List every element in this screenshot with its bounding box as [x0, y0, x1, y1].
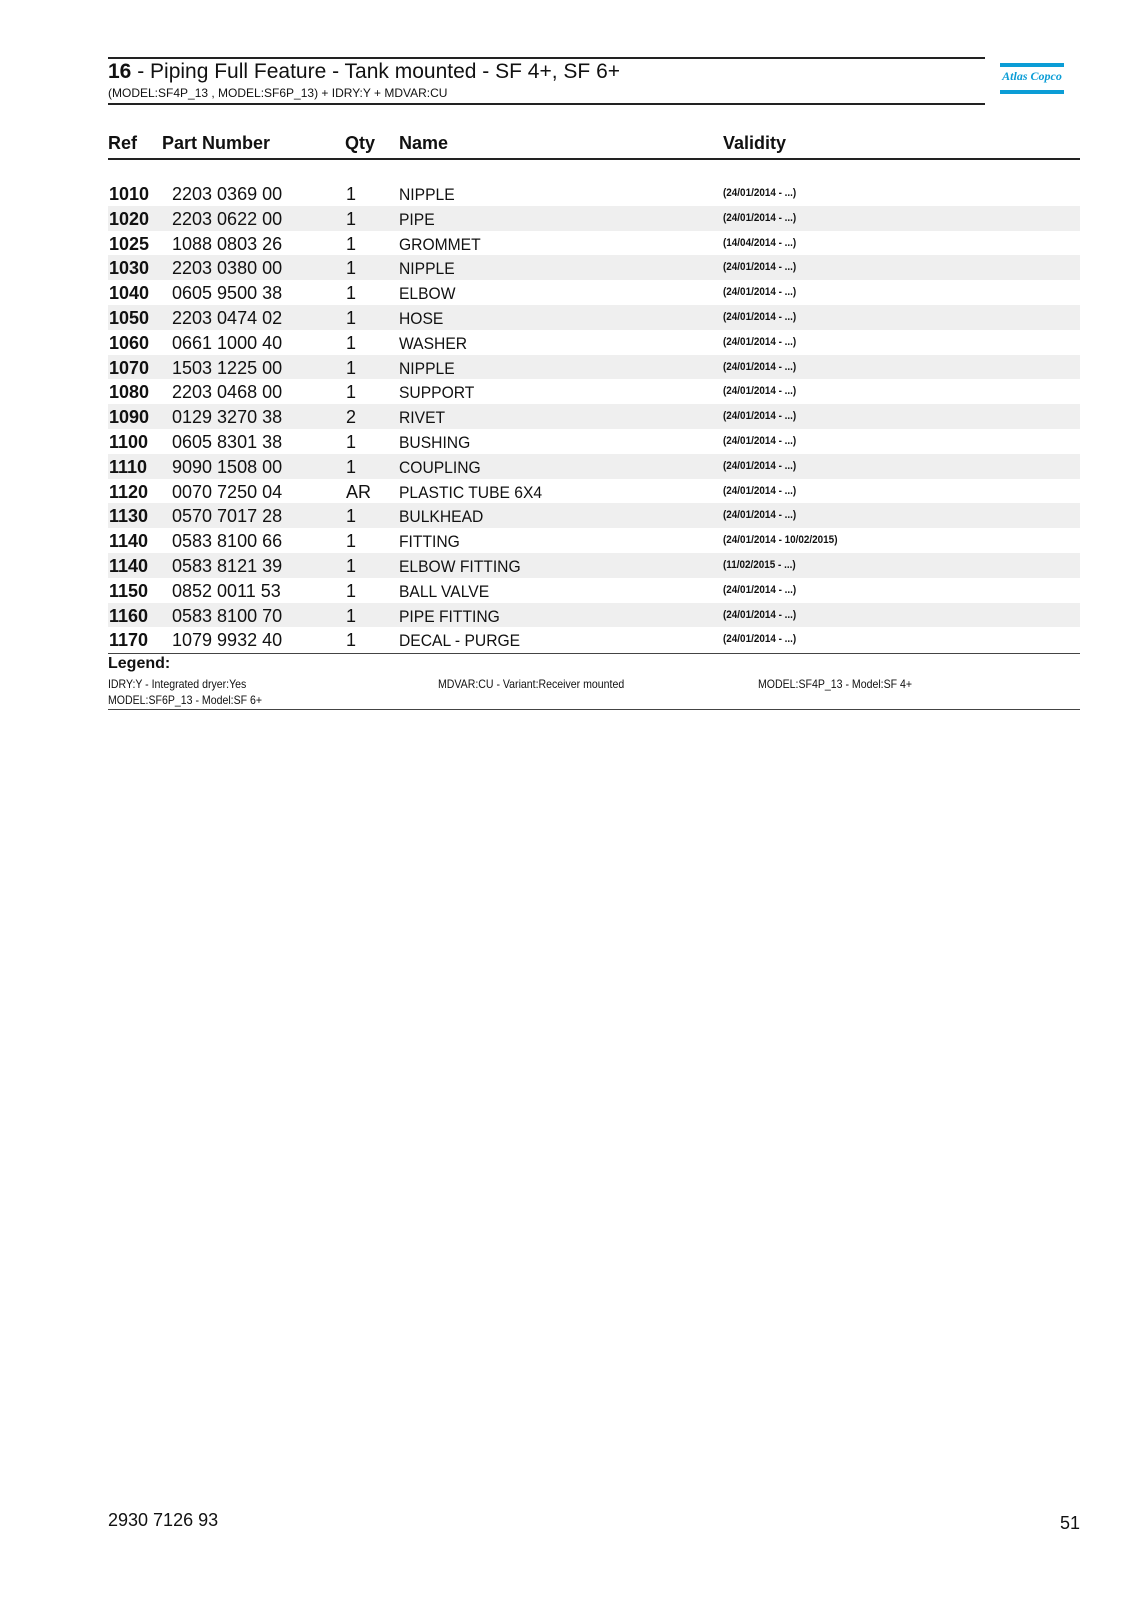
atlas-copco-logo — [1000, 63, 1064, 95]
row-ref: 1040 — [109, 283, 150, 304]
row-part-number: 0852 0011 53 — [172, 580, 281, 601]
row-ref: 1090 — [109, 407, 150, 428]
table-row — [108, 503, 1080, 528]
table-row — [108, 627, 1080, 652]
row-part-number: 1079 9932 40 — [172, 630, 283, 651]
row-qty: 1 — [346, 431, 357, 452]
page-subtitle: (MODEL:SF4P_13 , MODEL:SF6P_13) + IDRY:Y + MDVAR:CU — [108, 86, 448, 100]
table-row — [108, 206, 1080, 231]
logo-bar-bottom — [1000, 90, 1064, 94]
row-part-number: 2203 0468 00 — [172, 382, 283, 403]
row-qty: 1 — [346, 555, 357, 576]
row-ref: 1120 — [109, 481, 149, 502]
row-name: BUSHING — [399, 432, 471, 452]
row-part-number: 2203 0380 00 — [172, 258, 283, 279]
row-validity: (24/01/2014 - ...) — [723, 509, 797, 522]
row-ref: 1110 — [109, 456, 148, 477]
row-ref: 1150 — [109, 580, 149, 601]
table-row — [108, 379, 1080, 404]
row-ref: 1010 — [109, 184, 150, 204]
row-name: FITTING — [399, 532, 460, 552]
row-qty: 1 — [346, 332, 357, 353]
row-validity: (24/01/2014 - ...) — [723, 583, 797, 596]
row-name: PLASTIC TUBE 6X4 — [399, 482, 543, 502]
column-header-part-number: Part Number — [162, 133, 271, 153]
row-name: PIPE — [399, 209, 435, 229]
row-name: HOSE — [399, 308, 444, 328]
table-row — [108, 578, 1080, 603]
row-ref: 1130 — [109, 506, 149, 527]
row-ref: 1100 — [109, 431, 149, 452]
legend-item: MODEL:SF4P_13 - Model:SF 4+ — [758, 677, 913, 691]
row-qty: 1 — [346, 233, 357, 254]
table-row — [108, 603, 1080, 628]
row-qty: 1 — [346, 382, 357, 403]
table-row — [108, 355, 1080, 380]
row-validity: (24/01/2014 - ...) — [723, 633, 797, 646]
legend-item: IDRY:Y - Integrated dryer:Yes — [108, 677, 247, 691]
row-validity: (24/01/2014 - ...) — [723, 410, 797, 423]
row-qty: 1 — [346, 283, 357, 304]
table-row — [108, 330, 1080, 355]
section-number: 16 — [108, 60, 132, 83]
row-ref: 1170 — [109, 630, 149, 651]
row-part-number: 0583 8121 39 — [172, 555, 283, 576]
row-ref: 1070 — [109, 357, 150, 378]
table-row — [108, 553, 1080, 578]
row-name: SUPPORT — [399, 383, 475, 403]
row-validity: (24/01/2014 - ...) — [723, 360, 797, 373]
row-part-number: 0583 8100 66 — [172, 531, 283, 552]
legend-title: Legend: — [108, 655, 171, 672]
row-ref: 1140 — [109, 531, 149, 552]
row-part-number: 0129 3270 38 — [172, 407, 283, 428]
parts-table — [108, 181, 1080, 652]
row-ref: 1060 — [109, 332, 150, 353]
row-qty: 1 — [346, 208, 357, 229]
logo-text: Atlas Copco — [1002, 69, 1062, 83]
row-name: DECAL - PURGE — [399, 631, 521, 651]
row-ref: 1160 — [109, 605, 149, 626]
row-part-number: 2203 0622 00 — [172, 208, 283, 229]
logo-bar-top — [1000, 63, 1064, 67]
row-part-number: 0583 8100 70 — [172, 605, 283, 626]
row-qty: 1 — [346, 184, 357, 204]
column-header-ref: Ref — [108, 133, 138, 153]
row-name: COUPLING — [399, 457, 481, 477]
row-validity: (24/01/2014 - 10/02/2015) — [723, 534, 838, 547]
row-name: PIPE FITTING — [399, 606, 500, 626]
row-validity: (24/01/2014 - ...) — [723, 187, 797, 199]
row-ref: 1020 — [109, 208, 150, 229]
table-bottom-rule — [108, 653, 1080, 654]
row-qty: 1 — [346, 630, 357, 651]
row-validity: (24/01/2014 - ...) — [723, 211, 797, 224]
table-row — [108, 454, 1080, 479]
row-qty: 1 — [346, 580, 357, 601]
header-rule — [108, 158, 1080, 160]
row-qty: 1 — [346, 307, 357, 328]
table-row — [108, 181, 1080, 206]
row-name: GROMMET — [399, 234, 481, 254]
row-validity: (24/01/2014 - ...) — [723, 459, 797, 472]
legend-item: MDVAR:CU - Variant:Receiver mounted — [438, 677, 625, 691]
table-row — [108, 404, 1080, 429]
table-row — [108, 280, 1080, 305]
row-qty: 1 — [346, 456, 357, 477]
column-header-name: Name — [399, 133, 449, 153]
row-name: ELBOW FITTING — [399, 556, 521, 576]
row-ref: 1140 — [109, 555, 149, 576]
row-name: NIPPLE — [399, 259, 455, 279]
row-qty: 1 — [346, 357, 357, 378]
row-validity: (24/01/2014 - ...) — [723, 484, 797, 497]
row-part-number: 2203 0474 02 — [172, 307, 283, 328]
row-name: WASHER — [399, 333, 468, 353]
table-row — [108, 479, 1080, 504]
row-qty: 1 — [346, 605, 357, 626]
row-qty: 1 — [346, 258, 357, 279]
table-row — [108, 231, 1080, 256]
row-part-number: 0570 7017 28 — [172, 506, 283, 527]
row-part-number: 1503 1225 00 — [172, 357, 283, 378]
row-part-number: 2203 0369 00 — [172, 184, 283, 204]
page-header — [108, 57, 985, 105]
column-header-validity: Validity — [723, 133, 787, 153]
row-name: NIPPLE — [399, 358, 455, 378]
table-row — [108, 528, 1080, 553]
row-name: ELBOW — [399, 284, 456, 304]
row-ref: 1050 — [109, 307, 150, 328]
table-row — [108, 305, 1080, 330]
row-validity: (24/01/2014 - ...) — [723, 608, 797, 621]
table-row — [108, 429, 1080, 454]
row-ref: 1025 — [109, 233, 150, 254]
legend-bottom-rule — [108, 709, 1080, 710]
document-number: 2930 7126 93 — [108, 1510, 219, 1530]
row-validity: (24/01/2014 - ...) — [723, 286, 797, 299]
row-validity: (24/01/2014 - ...) — [723, 434, 797, 447]
row-qty: 1 — [346, 531, 357, 552]
row-validity: (14/04/2014 - ...) — [723, 236, 797, 249]
row-part-number: 0661 1000 40 — [172, 332, 283, 353]
row-name: BULKHEAD — [399, 507, 484, 527]
row-name: BALL VALVE — [399, 581, 490, 601]
row-validity: (11/02/2015 - ...) — [723, 558, 796, 571]
row-validity: (24/01/2014 - ...) — [723, 385, 797, 398]
row-part-number: 0605 9500 38 — [172, 283, 283, 304]
row-name: RIVET — [399, 408, 446, 428]
row-part-number: 9090 1508 00 — [172, 456, 283, 477]
row-qty: 1 — [346, 506, 357, 527]
legend-item: MODEL:SF6P_13 - Model:SF 6+ — [108, 693, 263, 707]
row-part-number: 1088 0803 26 — [172, 233, 283, 254]
row-part-number: 0070 7250 04 — [172, 481, 283, 502]
row-qty: 2 — [346, 407, 357, 428]
table-row — [108, 255, 1080, 280]
section-title: - Piping Full Feature - Tank mounted - SF 4+, SF 6+ — [131, 60, 621, 83]
row-ref: 1030 — [109, 258, 150, 279]
page-number: 51 — [1059, 1513, 1080, 1533]
row-validity: (24/01/2014 - ...) — [723, 310, 797, 323]
row-part-number: 0605 8301 38 — [172, 431, 283, 452]
row-ref: 1080 — [109, 382, 150, 403]
row-qty: AR — [346, 481, 372, 502]
row-validity: (24/01/2014 - ...) — [723, 335, 797, 348]
row-name: NIPPLE — [399, 185, 455, 204]
column-header-qty: Qty — [345, 133, 376, 153]
page-title — [108, 60, 620, 84]
row-validity: (24/01/2014 - ...) — [723, 261, 797, 274]
